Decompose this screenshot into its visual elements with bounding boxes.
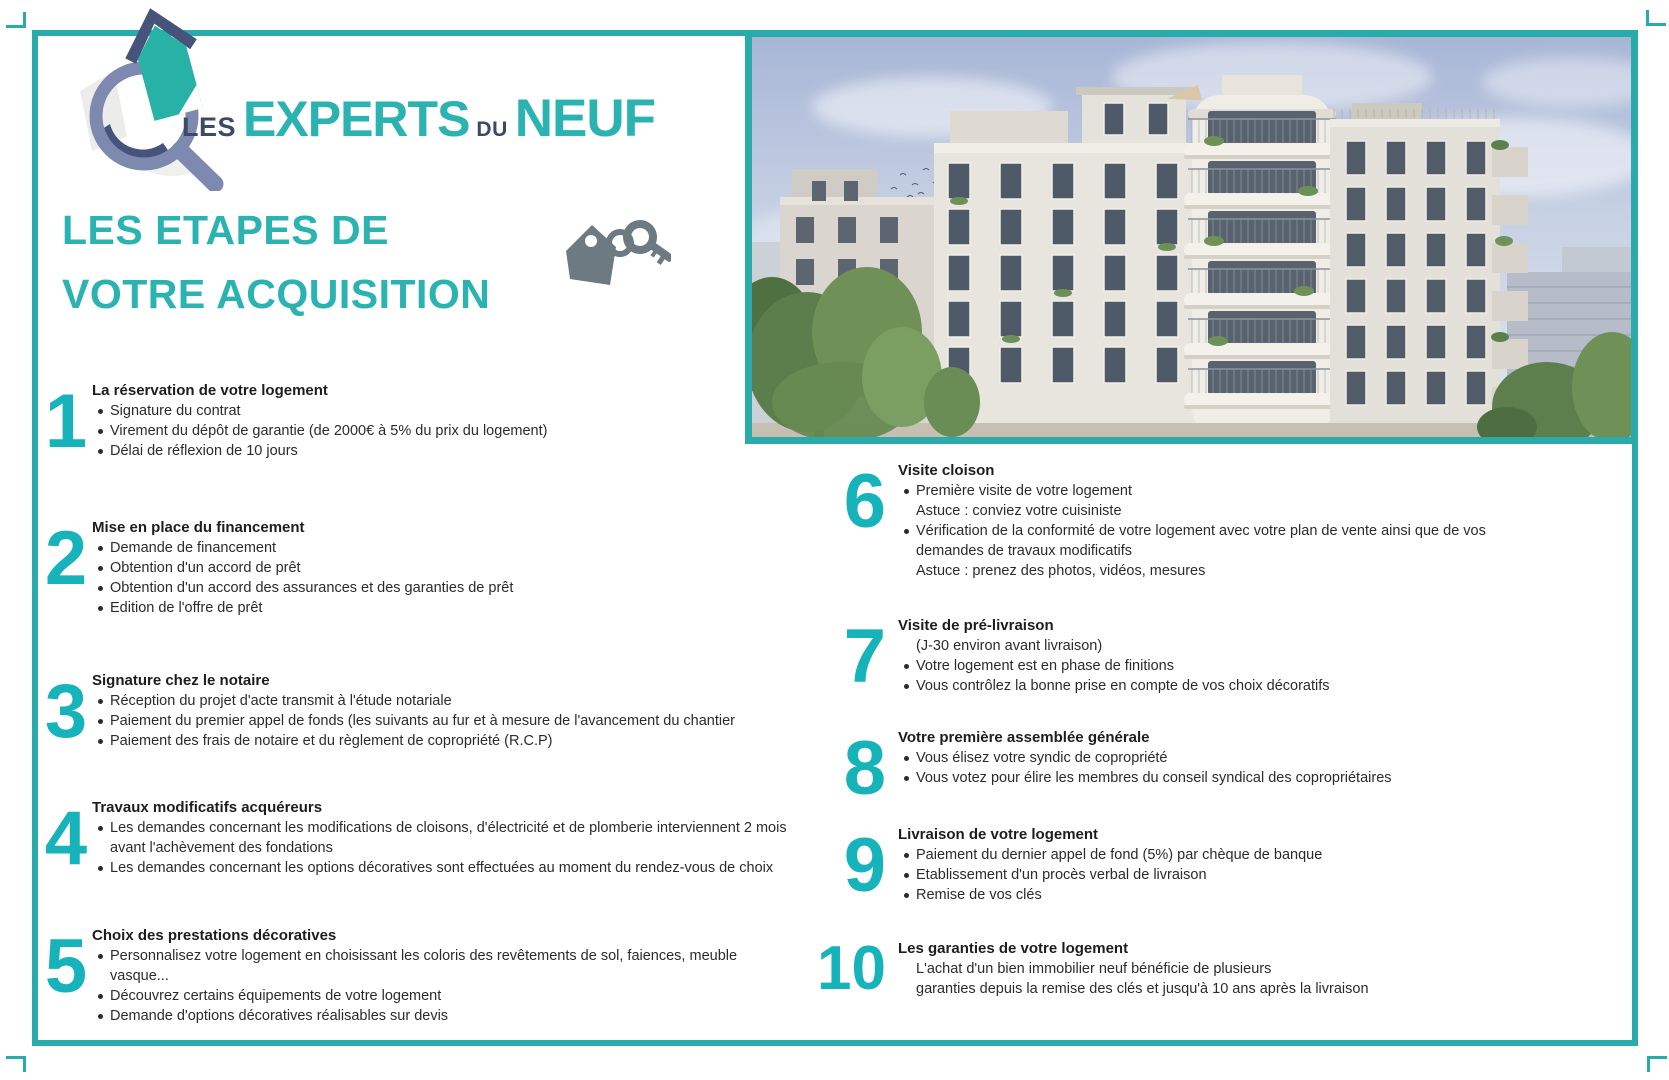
step-7 [826, 614, 1548, 699]
step-6 [826, 461, 1548, 581]
step-item: Vous votez pour élire les membres du conseil syndical des copropriétaires [898, 768, 1548, 788]
step-item: Découvrez certains équipements de votre logement [92, 986, 792, 1006]
step-10 [812, 934, 1548, 1003]
step-number: 7 [843, 614, 886, 699]
logo-word-les: LES [182, 112, 237, 142]
step-number: 9 [843, 823, 886, 908]
logo-word-experts: EXPERTS [243, 91, 470, 147]
step-item: (J-30 environ avant livraison) [916, 638, 1103, 654]
page-title-line2: VOTRE ACQUISITION [62, 271, 491, 317]
step-number: 8 [843, 726, 886, 811]
step-3 [42, 669, 792, 754]
step-title: Choix des prestations décoratives [92, 927, 337, 944]
step-item: Obtention d'un accord de prêt [92, 558, 792, 578]
step-title: Signature chez le notaire [92, 672, 270, 689]
step-4 [42, 796, 792, 881]
new-apartment-building-illustration [752, 37, 1631, 437]
logo-word-neuf: NEUF [514, 89, 656, 148]
logo-word-du: DU [476, 118, 508, 141]
step-item: Réception du projet d'acte transmit à l'étude notariale [92, 691, 792, 711]
step-title: Visite de pré-livraison [898, 617, 1054, 634]
step-8 [826, 726, 1548, 811]
corner-mark-bottom-right [1647, 1056, 1667, 1072]
step-number: 3 [44, 669, 88, 754]
step-1 [42, 379, 792, 464]
corner-mark-top-right [1646, 10, 1666, 26]
step-item: Personnalisez votre logement en choisissant les coloris des revêtements de sol, faiences, meuble vasque... [92, 946, 792, 986]
step-item: L'achat d'un bien immobilier neuf bénéficie de plusieurs [916, 961, 1272, 977]
step-item: Vous contrôlez la bonne prise en compte de vos choix décoratifs [898, 676, 1548, 696]
step-number: 1 [44, 379, 88, 464]
step-item: Demande de financement [92, 538, 792, 558]
step-2 [42, 518, 792, 618]
step-title: Les garanties de votre logement [898, 940, 1129, 957]
step-5 [42, 926, 792, 1026]
step-title: Visite cloison [898, 462, 995, 479]
step-title: Travaux modificatifs acquéreurs [92, 799, 323, 816]
step-item: Remise de vos clés [898, 885, 1548, 905]
step-number: 6 [843, 459, 886, 544]
step-title: Votre première assemblée générale [898, 729, 1150, 746]
step-number: 4 [44, 796, 88, 881]
step-item: Demande d'options décoratives réalisables sur devis [92, 1006, 792, 1026]
page-title [62, 198, 490, 326]
step-item: Les demandes concernant les modifications de cloisons, d'électricité et de plomberie interviennent 2 mois avant l'achèvement des fondations [92, 818, 792, 858]
step-item: Astuce : conviez votre cuisiniste [916, 503, 1122, 519]
step-item: Vous élisez votre syndic de copropriété [898, 748, 1548, 768]
step-item: Paiement du dernier appel de fond (5%) par chèque de banque [898, 845, 1548, 865]
step-item: Signature du contrat [92, 401, 792, 421]
step-item: Vérification de la conformité de votre logement avec votre plan de vente ainsi que de vos demandes de travaux modificatifs [898, 521, 1548, 561]
step-number: 2 [44, 516, 88, 601]
step-9 [826, 823, 1548, 908]
step-title: Mise en place du financement [92, 519, 305, 536]
step-item: Votre logement est en phase de finitions [898, 656, 1548, 676]
step-item: Virement du dépôt de garantie (de 2000€ à 5% du prix du logement) [92, 421, 792, 441]
step-item: Première visite de votre logement [898, 481, 1548, 501]
step-title: La réservation de votre logement [92, 382, 328, 399]
step-item: Etablissement d'un procès verbal de livraison [898, 865, 1548, 885]
building-photo [745, 30, 1638, 444]
step-title: Livraison de votre logement [898, 826, 1099, 843]
page-title-line1: LES ETAPES DE [62, 207, 389, 253]
step-number: 10 [817, 934, 886, 1003]
logo-text [182, 88, 655, 149]
step-number: 5 [44, 924, 88, 1009]
step-item: Délai de réflexion de 10 jours [92, 441, 792, 461]
step-item: Obtention d'un accord des assurances et des garanties de prêt [92, 578, 792, 598]
step-item: Paiement du premier appel de fonds (les suivants au fur et à mesure de l'avancement du chantier [92, 711, 792, 731]
step-item: garanties depuis la remise des clés et jusqu'à 10 ans après la livraison [916, 981, 1369, 997]
corner-mark-bottom-left [6, 1056, 26, 1072]
house-keys-icon [556, 212, 671, 304]
step-item: Astuce : prenez des photos, vidéos, mesures [916, 563, 1206, 579]
step-item: Paiement des frais de notaire et du règlement de copropriété (R.C.P) [92, 731, 792, 751]
corner-mark-top-left [6, 12, 26, 28]
step-item: Les demandes concernant les options décoratives sont effectuées au moment du rendez-vous de choix [92, 858, 792, 878]
step-item: Edition de l'offre de prêt [92, 598, 792, 618]
